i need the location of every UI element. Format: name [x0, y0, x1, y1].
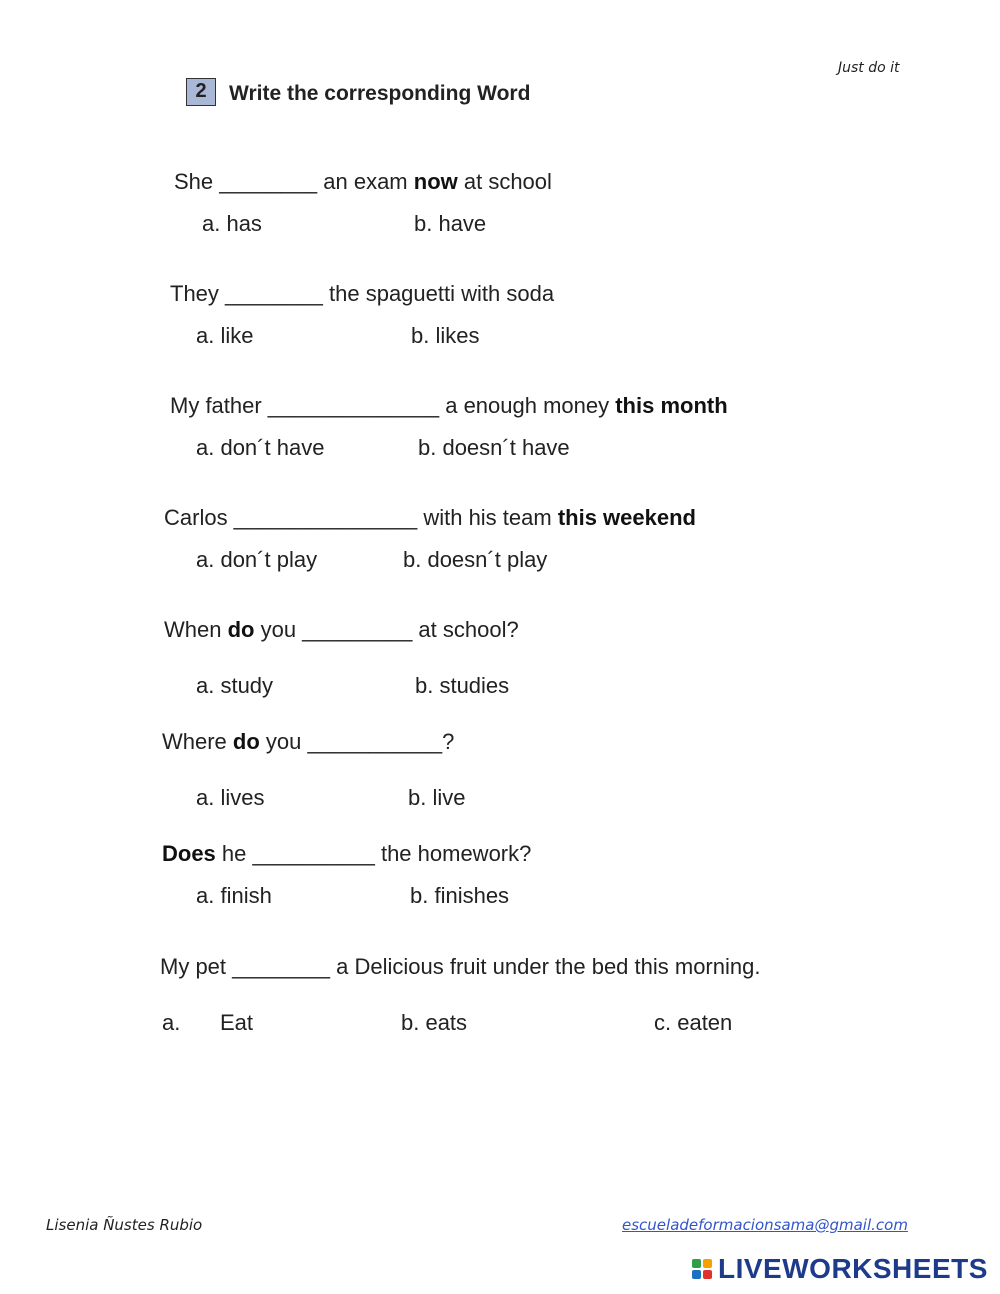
tagline: Just do it [838, 60, 900, 76]
question-text: he __________ the homework? [215, 841, 532, 866]
q5-option-a[interactable]: a. study [196, 673, 274, 698]
q3-option-a[interactable]: a. don´t have [196, 435, 325, 460]
author-name: Lisenia Ñustes Rubio [46, 1216, 203, 1234]
question-8 [160, 954, 760, 980]
question-3 [170, 393, 728, 419]
question-text: Carlos _______________ with his team [164, 505, 558, 530]
question-emphasis: this weekend [557, 505, 696, 530]
question-emphasis: do [227, 617, 255, 642]
q6-option-b[interactable]: b. live [408, 785, 466, 810]
q1-option-a[interactable]: a. has [202, 211, 262, 236]
question-1 [174, 169, 552, 195]
exercise-number-badge: 2 [186, 78, 216, 106]
liveworksheets-logo[interactable] [692, 1254, 988, 1284]
question-emphasis: do [232, 729, 260, 754]
question-text: at school [457, 169, 552, 194]
question-2 [170, 281, 554, 307]
question-7 [162, 841, 531, 867]
question-emphasis: now [413, 169, 458, 194]
question-5 [164, 617, 519, 643]
q8-option-c[interactable]: c. eaten [654, 1010, 733, 1035]
q8-option-a-marker[interactable]: a. [162, 1010, 181, 1035]
q2-option-b[interactable]: b. likes [411, 323, 480, 348]
question-4 [164, 505, 696, 531]
question-text: you _________ at school? [254, 617, 519, 642]
question-text: When [164, 617, 228, 642]
question-text: My pet ________ a Delicious fruit under the bed this morning. [160, 954, 761, 979]
question-text: My father ______________ a enough money [170, 393, 616, 418]
q4-option-a[interactable]: a. don´t play [196, 547, 318, 572]
q4-option-b[interactable]: b. doesn´t play [403, 547, 548, 572]
q2-option-a[interactable]: a. like [196, 323, 254, 348]
question-6 [162, 729, 454, 755]
q5-option-b[interactable]: b. studies [415, 673, 510, 698]
email-link[interactable]: escueladeformacionsama@gmail.com [622, 1216, 908, 1234]
q7-option-b[interactable]: b. finishes [410, 883, 510, 908]
question-text: They ________ the spaguetti with soda [170, 281, 555, 306]
question-emphasis: Does [162, 841, 216, 866]
q6-option-a[interactable]: a. lives [196, 785, 265, 810]
q7-option-a[interactable]: a. finish [196, 883, 272, 908]
liveworksheets-logo-icon [692, 1259, 712, 1279]
q3-option-b[interactable]: b. doesn´t have [418, 435, 570, 460]
q8-option-a[interactable]: Eat [220, 1010, 254, 1035]
question-text: Where [162, 729, 233, 754]
q8-option-b[interactable]: b. eats [401, 1010, 468, 1035]
q1-option-b[interactable]: b. have [414, 211, 487, 236]
exercise-instruction: Write the corresponding Word [229, 82, 531, 105]
question-text: She ________ an exam [174, 169, 414, 194]
question-text: you ___________? [259, 729, 455, 754]
question-emphasis: this month [615, 393, 728, 418]
liveworksheets-logo-text: LIVEWORKSHEETS [718, 1253, 988, 1284]
